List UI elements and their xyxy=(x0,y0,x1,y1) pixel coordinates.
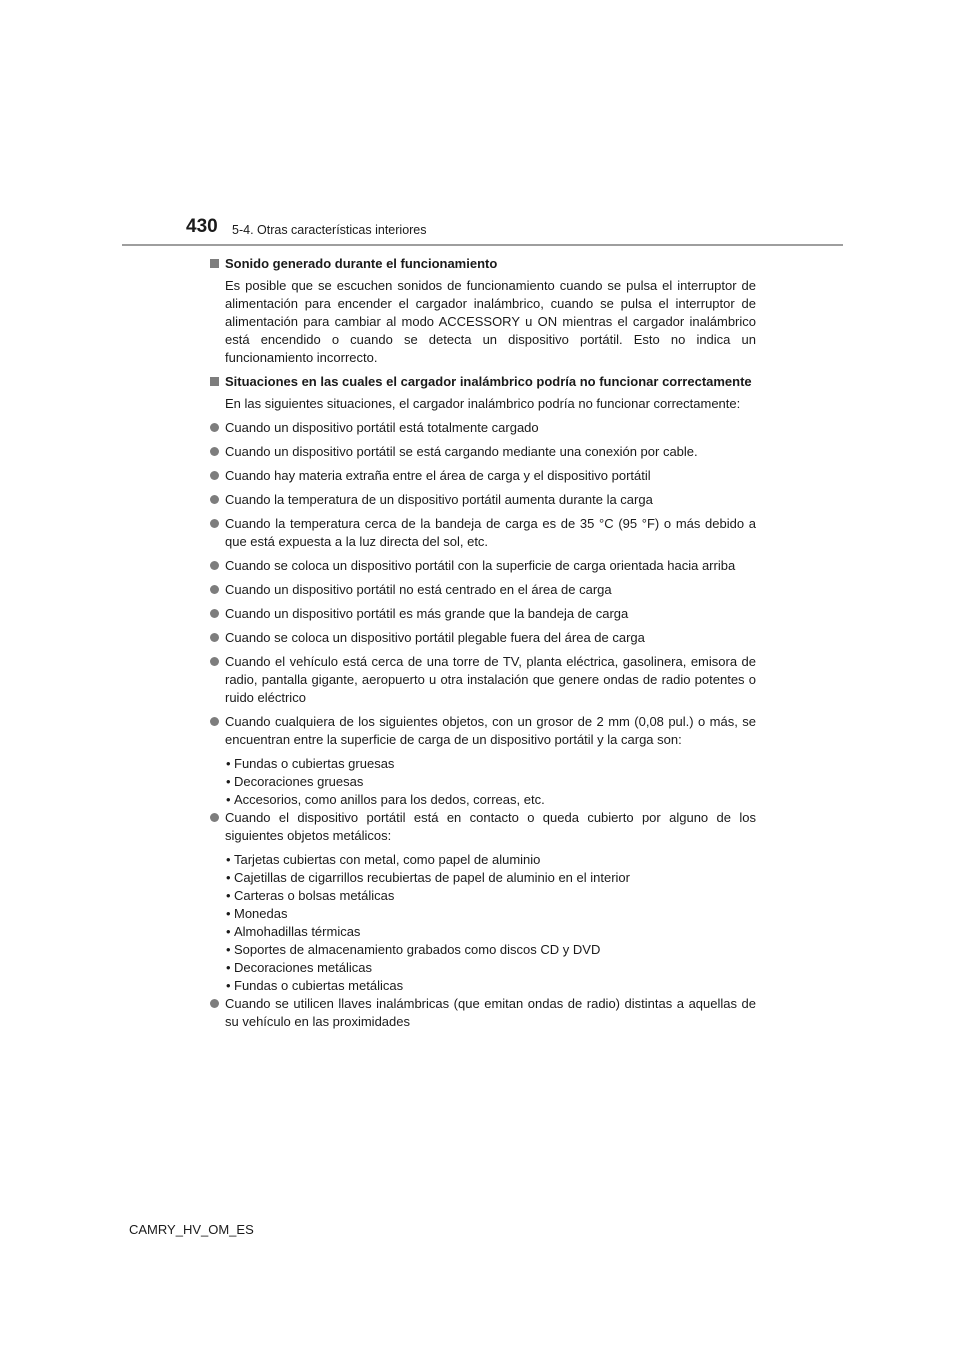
section-heading: Sonido generado durante el funcionamiento xyxy=(210,255,756,273)
list-item: Cuando la temperatura cerca de la bandeja de carga es de 35 °C (95 °F) o más debido a que está expuesta a la luz directa del sol, etc. xyxy=(210,515,756,551)
circle-bullet-icon xyxy=(210,423,219,432)
circle-bullet-icon xyxy=(210,561,219,570)
list-item: Cuando cualquiera de los siguientes objetos, con un grosor de 2 mm (0,08 pul.) o más, se encuentran entre la superficie de carga de un dispositivo portátil y la carga son: xyxy=(210,713,756,749)
list-item: Cuando un dispositivo portátil se está cargando mediante una conexión por cable. xyxy=(210,443,756,461)
circle-bullet-icon xyxy=(210,447,219,456)
page-number: 430 xyxy=(186,216,218,237)
circle-bullet-icon xyxy=(210,585,219,594)
list-item: Cuando un dispositivo portátil no está centrado en el área de carga xyxy=(210,581,756,599)
square-bullet-icon xyxy=(210,377,219,386)
header-divider xyxy=(122,244,843,246)
sub-list-item: • Decoraciones gruesas xyxy=(210,773,756,791)
sub-list-item: • Accesorios, como anillos para los dedos, correas, etc. xyxy=(210,791,756,809)
list-item: Cuando el dispositivo portátil está en contacto o queda cubierto por alguno de los siguientes objetos metálicos: xyxy=(210,809,756,845)
sub-list-item: • Decoraciones metálicas xyxy=(210,959,756,977)
list-item: Cuando hay materia extraña entre el área de carga y el dispositivo portátil xyxy=(210,467,756,485)
sub-list-item: • Tarjetas cubiertas con metal, como papel de aluminio xyxy=(210,851,756,869)
square-bullet-icon xyxy=(210,259,219,268)
list-item: Cuando se utilicen llaves inalámbricas (que emitan ondas de radio) distintas a aquellas de su vehículo en las proximidades xyxy=(210,995,756,1031)
sub-list-item: • Cajetillas de cigarrillos recubiertas de papel de aluminio en el interior xyxy=(210,869,756,887)
circle-bullet-icon xyxy=(210,495,219,504)
page-content xyxy=(210,255,756,1031)
circle-bullet-icon xyxy=(210,609,219,618)
circle-bullet-icon xyxy=(210,999,219,1008)
section-body: Es posible que se escuchen sonidos de funcionamiento cuando se pulsa el interruptor de alimentación para encender el cargador inalámbrico, cuando se pulsa el interruptor de alimentación para cambiar al modo ACCESSORY u ON mientras el cargador inalámbrico está encendido o cuando se detecta un dispositivo portátil. Esto no indica un funcionamiento incorrecto. xyxy=(225,278,756,365)
list-item: Cuando se coloca un dispositivo portátil plegable fuera del área de carga xyxy=(210,629,756,647)
list-item: Cuando la temperatura de un dispositivo portátil aumenta durante la carga xyxy=(210,491,756,509)
sub-list-item: • Almohadillas térmicas xyxy=(210,923,756,941)
sub-list xyxy=(210,851,756,995)
list-item: Cuando el vehículo está cerca de una torre de TV, planta eléctrica, gasolinera, emisora de radio, pantalla gigante, aeropuerto u otra instalación que genere ondas de radio potentes o ruido eléctrico xyxy=(210,653,756,707)
sub-list-item: • Fundas o cubiertas metálicas xyxy=(210,977,756,995)
list-item: Cuando un dispositivo portátil es más grande que la bandeja de carga xyxy=(210,605,756,623)
circle-bullet-icon xyxy=(210,633,219,642)
sub-list-item: • Fundas o cubiertas gruesas xyxy=(210,755,756,773)
sub-list-item: • Carteras o bolsas metálicas xyxy=(210,887,756,905)
list-item: Cuando se coloca un dispositivo portátil con la superficie de carga orientada hacia arriba xyxy=(210,557,756,575)
circle-bullet-icon xyxy=(210,657,219,666)
list-item: Cuando un dispositivo portátil está totalmente cargado xyxy=(210,419,756,437)
circle-bullet-icon xyxy=(210,471,219,480)
document-code: CAMRY_HV_OM_ES xyxy=(129,1222,254,1237)
circle-bullet-icon xyxy=(210,813,219,822)
circle-bullet-icon xyxy=(210,519,219,528)
section-heading: Situaciones en las cuales el cargador inalámbrico podría no funcionar correctamente xyxy=(210,373,756,391)
circle-bullet-icon xyxy=(210,717,219,726)
page-header xyxy=(186,216,826,246)
section-body: En las siguientes situaciones, el cargador inalámbrico podría no funcionar correctamente: xyxy=(225,396,741,411)
section-title: 5-4. Otras características interiores xyxy=(232,223,427,237)
sub-list xyxy=(210,755,756,809)
sub-list-item: • Soportes de almacenamiento grabados como discos CD y DVD xyxy=(210,941,756,959)
sub-list-item: • Monedas xyxy=(210,905,756,923)
